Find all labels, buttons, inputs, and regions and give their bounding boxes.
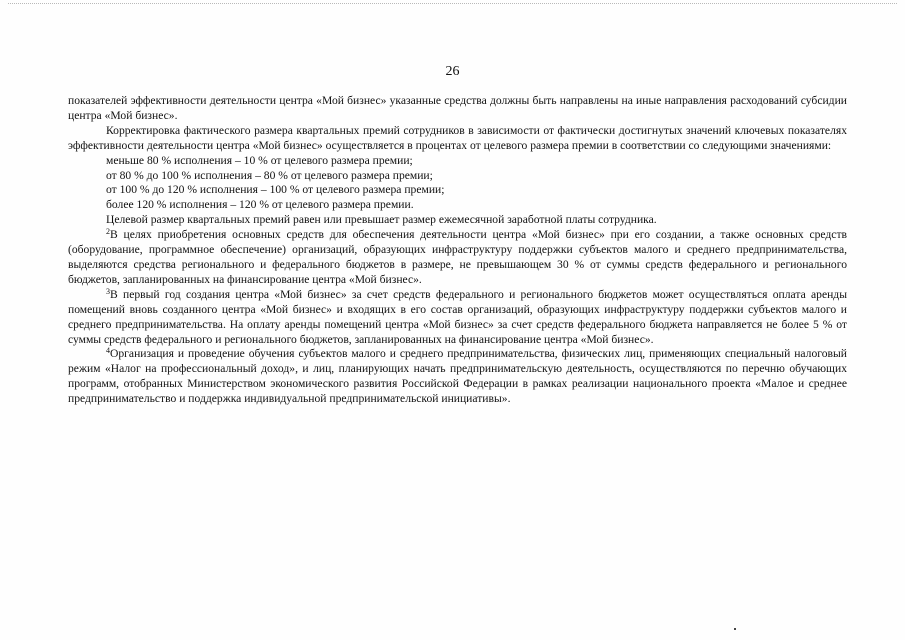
footnote-3 [68, 288, 847, 348]
scan-top-edge [8, 3, 897, 4]
paragraph-continuation: показателей эффективности деятельности центра «Мой бизнес» указанные средства должны быть направлены на иные направления расходований субсидии центра «Мой бизнес». [68, 94, 847, 122]
footnote-4 [68, 347, 847, 407]
paragraph-target-bonus: Целевой размер квартальных премий равен или превышает размер ежемесячной заработной платы сотрудника. [106, 213, 657, 227]
document-body [68, 94, 847, 407]
paragraph-bonus-adjustment: Корректировка фактического размера квартальных премий сотрудников в зависимости от фактически достигнутых значений ключевых показателях эффективности деятельности центра «Мой бизнес» осуществляется в процентах от целевого размера премии в соответствии со следующими значениями: [68, 123, 847, 152]
list-item: от 100 % до 120 % исполнения – 100 % от целевого размера премии; [106, 183, 445, 197]
scan-speck [734, 628, 736, 630]
footnote-text: В целях приобретения основных средств для обеспечения деятельности центра «Мой бизнес» при его создании, а также основных средств (оборудование, программное обеспечение) организаций, образующих инфраструктуру поддержки субъектов малого и среднего предпринимательства, выделяются средства регионального и федерального бюджетов в размере, не превышающем 30 % от суммы средств федерального и регионального бюджетов, запланированных на финансирование центра «Мой бизнес». [68, 228, 847, 286]
footnote-text: Организация и проведение обучения субъектов малого и среднего предпринимательства, физических лиц, применяющих специальный налоговый режим «Налог на профессиональный доход», и лиц, планирующих начать предпринимательскую деятельность, осуществляются по перечню обучающих программ, отобранных Министерством экономического развития Российской Федерации в рамках реализации национального проекта «Малое и среднее предпринимательство и поддержка индивидуальной предпринимательской инициативы». [68, 347, 847, 406]
list-item: более 120 % исполнения – 120 % от целевого размера премии. [106, 198, 414, 212]
list-item: от 80 % до 100 % исполнения – 80 % от целевого размера премии; [106, 168, 433, 182]
list-item: меньше 80 % исполнения – 10 % от целевого размера премии; [106, 153, 413, 167]
footnote-2 [68, 228, 847, 288]
footnote-mark: 2 [106, 227, 110, 237]
footnote-mark: 3 [106, 286, 110, 296]
page-number: 26 [445, 64, 460, 79]
footnote-text: В первый год создания центра «Мой бизнес» за счет средств федерального и регионального бюджетов может осуществляться оплата аренды помещений вновь созданного центра «Мой бизнес» и входящих в его состав организаций, образующих инфраструктуру поддержки субъектов малого и среднего предпринимательства. На оплату аренды помещений центра «Мой бизнес» за счет средств федерального бюджета направляется не более 5 % от суммы средств федерального и регионального бюджетов, запланированных на финансирование центра «Мой бизнес». [68, 287, 847, 346]
footnote-mark: 4 [106, 346, 110, 356]
